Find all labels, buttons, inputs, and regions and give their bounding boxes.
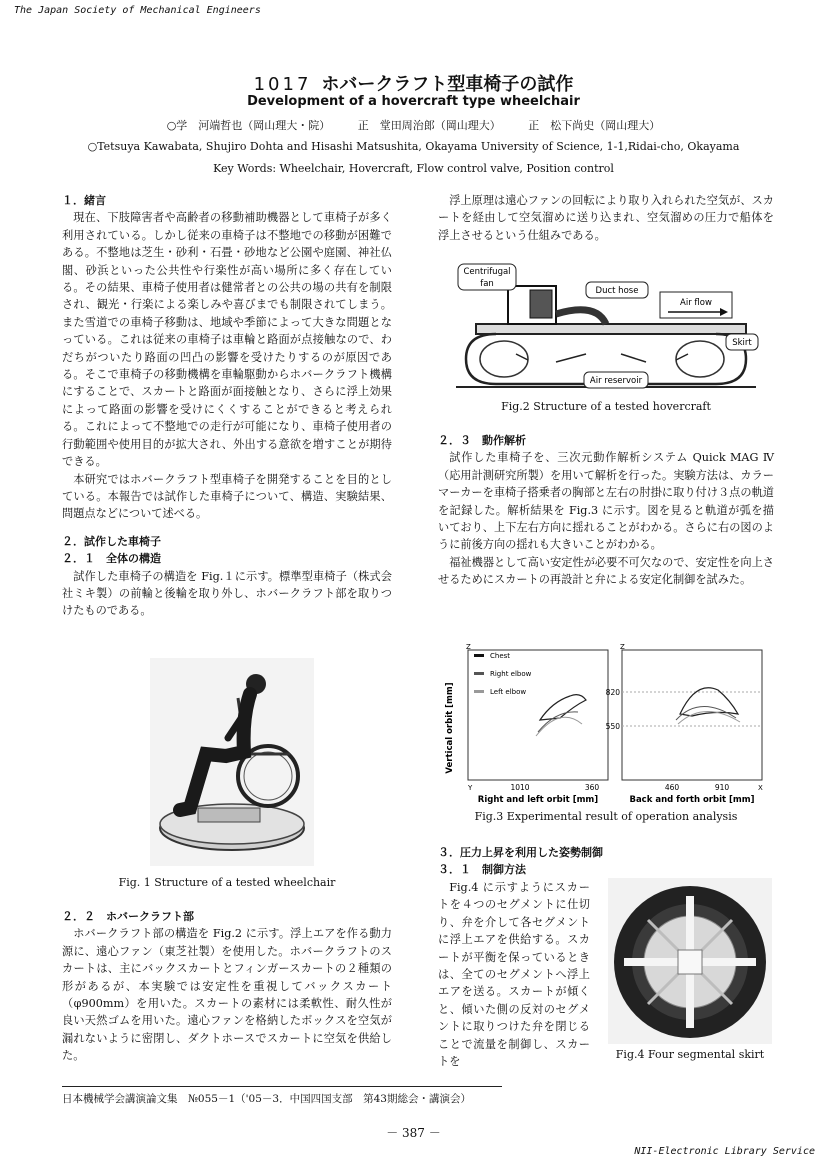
label-fan-1: Centrifugal	[463, 267, 511, 277]
society-header: The Japan Society of Mechanical Engineers	[14, 5, 261, 16]
y-axis-label: Vertical orbit [mm]	[445, 682, 455, 774]
legend-chest-swatch	[474, 654, 484, 657]
right-axis-z: Z	[620, 643, 625, 651]
legend-left-elbow: Left elbow	[490, 688, 527, 696]
authors-ja	[0, 117, 827, 133]
right-column-top	[438, 192, 774, 244]
section-2-2-paragraph: ホバークラフト部の構造を Fig.2 に示す。浮上エアを作る動力源に、遠心ファン（東芝社製）を使用した。ホバークラフトのスカートは、主にバックスカートとフィンガースカートの２種類の形があるが、本実験では安定性を重視してバックスカート（φ900mm）を用いた。スカートの素材には柔軟性、耐久性が良い天然ゴムを用いた。遠心ファンを格納したボックスを空気が漏れないように密閉し、ダクトホースでスカートに空気を供給した。	[62, 927, 392, 1063]
service-footer: NII-Electronic Library Service	[634, 1146, 815, 1157]
section-3-1-text	[438, 879, 590, 1070]
fig1-caption: Fig. 1 Structure of a tested wheelchair	[118, 876, 336, 889]
wheelchair-photo	[150, 658, 314, 866]
left-column-bottom	[62, 908, 392, 1065]
section-1-heading: １．緒言	[62, 194, 106, 207]
right-x-tick-2: 910	[714, 783, 730, 792]
section-2-3-paragraph-1: 試作した車椅子を、三次元動作解析システム Quick MAG Ⅳ（応用計測研究所製）を用いて解析を行った。実験方法は、カラーマーカーを車椅子搭乗者の胸部と左右の肘掛に取り付け３点の軌道を記録した。解析結果を Fig.3 に示す。図を見ると軌道が弧を描いており、上下左右方向に揺れることがわかる。さらに右の図のように前後方向の揺れも大きいことがわかる。	[438, 451, 774, 552]
section-1-paragraph-2: 本研究ではホバークラフト型車椅子を開発することを目的としている。本報告では試作した車椅子について、構造、実験結果、問題点などについて述べる。	[62, 472, 392, 521]
page-number: － 387 －	[386, 1126, 441, 1140]
section-2-1-paragraph: 試作した車椅子の構造を Fig.１に示す。標準型車椅子（株式会社ミキ製）の前輪と後輪を取り外し、ホバークラフト部を取りつけたものである。	[62, 569, 392, 618]
label-fan-2: fan	[480, 279, 494, 289]
section-2-3-paragraph-2: 福祉機器として高い安定性が必要不可欠なので、安定性を向上させるためにスカートの再設計と弁による安定化制御を試みた。	[438, 555, 774, 587]
proceedings-footer: 日本機械学会講演論文集 №055－1（'05－3．中国四国支部 第43期総会・講演会）	[62, 1086, 502, 1106]
fig3-caption: Fig.3 Experimental result of operation analysis	[474, 810, 738, 823]
authors-en: ○Tetsuya Kawabata, Shujiro Dohta and Hisashi Matsushita, Okayama University of Science, 1-1,Ridai-cho, Okayama	[87, 140, 740, 153]
legend-chest: Chest	[490, 652, 511, 660]
operation-analysis-chart	[440, 640, 770, 806]
label-skirt: Skirt	[732, 338, 752, 348]
section-2-2-heading: ２．２ ホバークラフト部	[62, 910, 194, 923]
legend-right-elbow: Right elbow	[490, 670, 532, 678]
right-axis-x: X	[758, 784, 763, 792]
segmental-skirt-photo	[608, 878, 772, 1044]
paper-title	[0, 70, 827, 96]
right-y-tick-1: 820	[605, 688, 620, 697]
left-column-top	[62, 192, 392, 620]
section-3-1-paragraph: Fig.4 に示すようにスカートを４つのセグメントに仕切り、弁を介して各セグメントに浮上エアを供給する。スカートが平衡を保っているときは、全てのセグメントへ浮上エアを送る。スカートが傾くと、傾いた側の反対のセグメントに取りつけた弁を閉じることで流量を制御し、スカートを	[438, 881, 590, 1069]
section-3-headings	[438, 844, 774, 879]
legend-left-elbow-swatch	[474, 690, 484, 693]
keywords: Key Words: Wheelchair, Hovercraft, Flow control valve, Position control	[213, 162, 614, 175]
section-2-heading: ２．試作した車椅子	[62, 534, 161, 548]
left-x-tick-1: 1010	[510, 783, 530, 792]
left-x-axis-label: Right and left orbit [mm]	[477, 795, 599, 805]
author-3: 正 松下尚史（岡山理大）	[528, 119, 661, 132]
fig4-caption: Fig.4 Four segmental skirt	[615, 1048, 765, 1061]
paper-title-ja: ホバークラフト型車椅子の試作	[321, 74, 574, 95]
paper-number: 1017	[253, 74, 312, 95]
left-x-tick-2: 360	[584, 783, 600, 792]
section-3-1-heading: ３．１ 制御方法	[438, 863, 526, 877]
fig2-caption: Fig.2 Structure of a tested hovercraft	[501, 400, 711, 413]
legend-right-elbow-swatch	[474, 672, 484, 675]
author-1: ○学 河端哲也（岡山理大・院）	[166, 119, 331, 132]
label-airflow: Air flow	[680, 298, 712, 308]
section-1-paragraph-1: 現在、下肢障害者や高齢者の移動補助機器として車椅子が多く利用されている。しかし従来の車椅子は不整地での移動が困難である。不整地は芝生・砂利・石畳・砂地など公園や庭園、神社仏閣、砂浜といった公共性や行楽性が高い場所に多く存在している。その結果、車椅子使用者は健常者との公共の場の共有を制限され、観光・行楽による楽しみや喜びまでも制限されてしまう。また雪道での車椅子移動は、地域や季節によって大きな問題となっている。これは従来の車椅子は車輪と路面が点接触なので、わだちがついたり路面の凹凸の影響を受けたりするのが原因である。そこで車椅子の移動機構を車輪駆動からホバークラフト機構にすることで、スカートと路面が面接触となり、さらに浮上効果によって路面の影響を受けにくくすることができると考えられる。これによって不整地での走行が可能になり、車椅子使用者の行動範囲や使用目的が拡大され、外出する意欲を増すことが期待できる。	[62, 211, 392, 469]
label-reservoir: Air reservoir	[589, 376, 643, 386]
section-2-1-heading: ２．１ 全体の構造	[62, 552, 161, 566]
author-2: 正 堂田周治郎（岡山理大）	[357, 119, 501, 132]
paper-title-en: Development of a hovercraft type wheelchair	[247, 94, 580, 109]
left-axis-y: Y	[468, 784, 473, 792]
label-duct: Duct hose	[595, 286, 639, 296]
left-axis-z: Z	[466, 643, 471, 651]
levitation-paragraph: 浮上原理は遠心ファンの回転により取り入れられた空気が、スカートを経由して空気溜めに送り込まれ、空気溜めの圧力で船体を浮上させるという仕組みである。	[438, 194, 774, 242]
right-x-tick-1: 460	[664, 783, 680, 792]
right-column-middle	[438, 432, 774, 589]
hovercraft-diagram	[456, 262, 766, 392]
right-x-axis-label: Back and forth orbit [mm]	[629, 795, 755, 805]
section-3-heading: ３．圧力上昇を利用した姿勢制御	[438, 846, 603, 859]
section-2-3-heading: ２．３ 動作解析	[438, 434, 526, 447]
right-y-tick-2: 550	[605, 722, 620, 731]
